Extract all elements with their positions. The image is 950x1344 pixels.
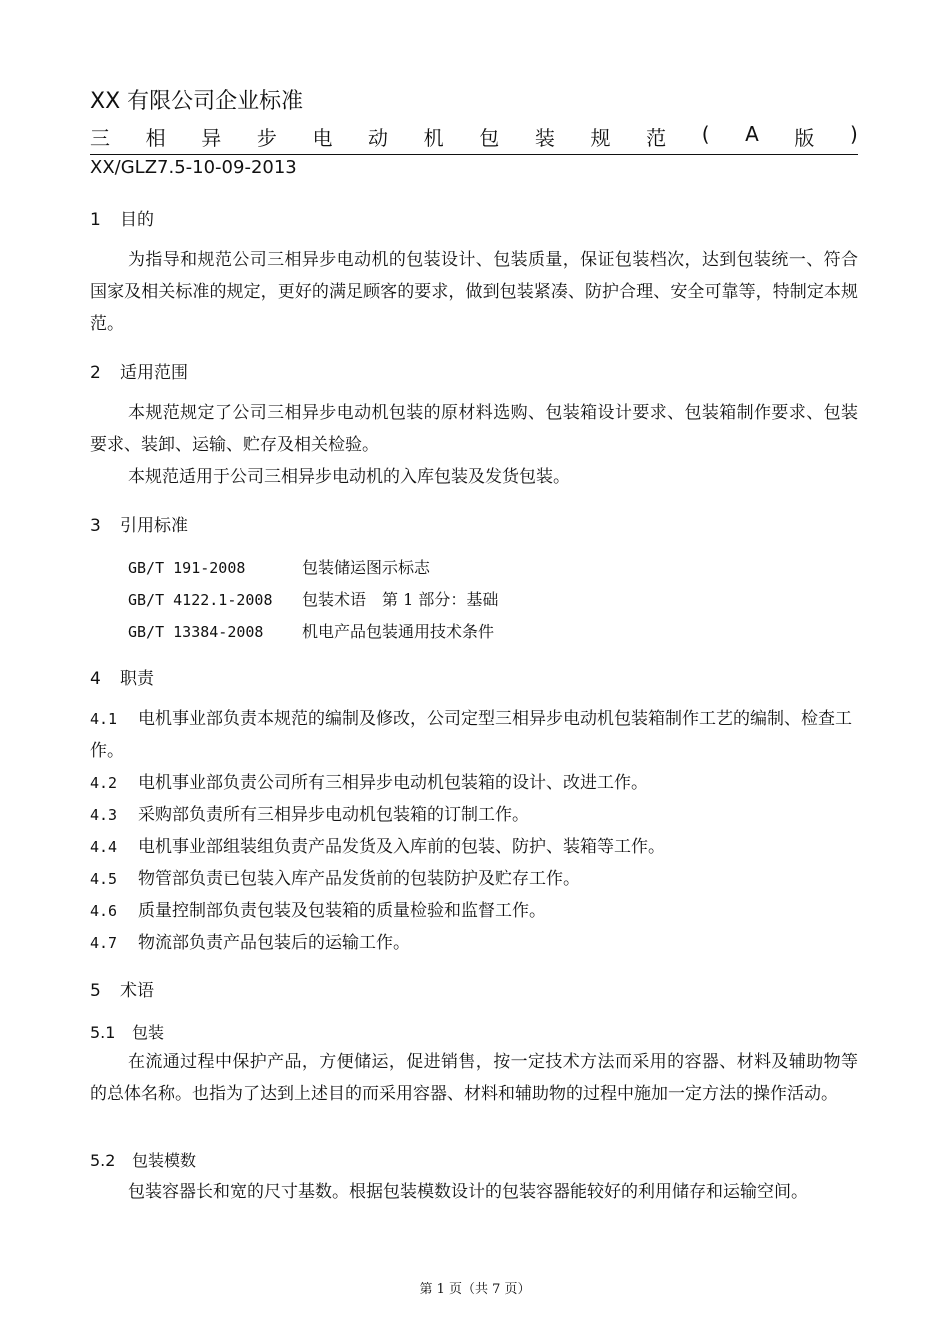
subsection-number: 5.1 [90, 1023, 116, 1042]
section-title: 术语 [120, 981, 154, 1001]
responsibility-item [90, 927, 858, 959]
company-standard-heading: XX 有限公司企业标准 [90, 89, 304, 114]
subsection-heading-5-2 [90, 1148, 196, 1171]
title-char: ( [701, 122, 710, 146]
item-text: 物管部负责已包装入库产品发货前的包装防护及贮存工作。 [138, 869, 580, 889]
standard-name: 包装储运图示标志 [302, 558, 431, 577]
section-title: 适用范围 [120, 363, 188, 383]
reference-standard [128, 587, 498, 610]
title-char: 相 [145, 126, 166, 150]
document-title [90, 122, 858, 151]
standard-name: 包装术语 第 1 部分：基础 [302, 590, 499, 609]
section-number: 5 [90, 981, 101, 1001]
section-heading-1 [90, 205, 154, 230]
title-char: 机 [423, 126, 444, 150]
section-heading-2 [90, 358, 188, 383]
section-heading-5 [90, 976, 154, 1001]
item-number: 4.7 [90, 934, 118, 952]
item-text: 电机事业部负责公司所有三相异步电动机包装箱的设计、改进工作。 [138, 773, 648, 793]
section-number: 1 [90, 210, 101, 230]
standard-code: GB/T 191-2008 [128, 559, 246, 577]
responsibility-item [90, 895, 858, 927]
item-text: 电机事业部负责本规范的编制及修改，公司定型三相异步电动机包装箱制作工艺的编制、检查工作。 [90, 709, 852, 761]
responsibility-item [90, 863, 858, 895]
item-number: 4.1 [90, 710, 118, 728]
section-heading-4 [90, 664, 154, 689]
section-number: 4 [90, 669, 101, 689]
title-char: ) [850, 122, 858, 146]
title-char: 规 [590, 126, 611, 150]
standard-code: GB/T 13384-2008 [128, 623, 264, 641]
responsibility-item [90, 767, 858, 799]
section-title: 职责 [120, 669, 154, 689]
item-text: 质量控制部负责包装及包装箱的质量检验和监督工作。 [138, 901, 546, 921]
section-title: 引用标准 [120, 516, 188, 536]
title-divider [90, 154, 858, 155]
title-char: 电 [312, 126, 333, 150]
item-number: 4.2 [90, 774, 118, 792]
item-text: 电机事业部组装组负责产品发货及入库前的包装、防护、装箱等工作。 [138, 837, 665, 857]
responsibility-item [90, 703, 858, 767]
item-number: 4.4 [90, 838, 118, 856]
subsection-5-1-text: 在流通过程中保护产品，方便储运，促进销售，按一定技术方法而采用的容器、材料及辅助物等的总体名称。也指为了达到上述目的而采用容器、材料和辅助物的过程中施加一定方法的操作活动。 [90, 1052, 858, 1104]
reference-standard [128, 555, 430, 578]
title-char: 版 [794, 126, 815, 150]
page-number-footer: 第 1 页（共 7 页） [419, 1282, 531, 1297]
section-heading-3 [90, 511, 188, 536]
subsection-title: 包装 [132, 1023, 165, 1042]
title-char: 异 [201, 126, 222, 150]
section-1-text: 为指导和规范公司三相异步电动机的包装设计、包装质量，保证包装档次，达到包装统一、符合国家及相关标准的规定，更好的满足顾客的要求，做到包装紧凑、防护合理、安全可靠等，特制定本规范。 [90, 250, 858, 334]
section-number: 2 [90, 363, 101, 383]
title-char: 包 [479, 126, 500, 150]
document-code: XX/GLZ7.5-10-09-2013 [90, 157, 297, 178]
title-char: 三 [90, 126, 110, 150]
standard-name: 机电产品包装通用技术条件 [302, 622, 495, 641]
title-char: 动 [368, 126, 389, 150]
section-2-text-2: 本规范适用于公司三相异步电动机的入库包装及发货包装。 [128, 467, 570, 487]
section-number: 3 [90, 516, 101, 536]
item-text: 物流部负责产品包装后的运输工作。 [138, 933, 410, 953]
title-char: 装 [534, 126, 555, 150]
responsibility-item [90, 831, 858, 863]
subsection-number: 5.2 [90, 1151, 116, 1170]
subsection-5-2-text: 包装容器长和宽的尺寸基数。根据包装模数设计的包装容器能较好的利用储存和运输空间。 [128, 1182, 808, 1202]
responsibility-item [90, 799, 858, 831]
item-number: 4.6 [90, 902, 118, 920]
title-char: 范 [646, 126, 667, 150]
item-text: 采购部负责所有三相异步电动机包装箱的订制工作。 [138, 805, 529, 825]
section-2-text-1: 本规范规定了公司三相异步电动机包装的原材料选购、包装箱设计要求、包装箱制作要求、包装要求、装卸、运输、贮存及相关检验。 [90, 403, 858, 455]
standard-code: GB/T 4122.1-2008 [128, 591, 273, 609]
section-title: 目的 [120, 210, 154, 230]
item-number: 4.3 [90, 806, 118, 824]
title-char: 步 [256, 126, 277, 150]
item-number: 4.5 [90, 870, 118, 888]
title-char: A [745, 122, 759, 146]
subsection-title: 包装模数 [132, 1151, 197, 1170]
subsection-heading-5-1 [90, 1020, 164, 1043]
reference-standard [128, 619, 494, 642]
